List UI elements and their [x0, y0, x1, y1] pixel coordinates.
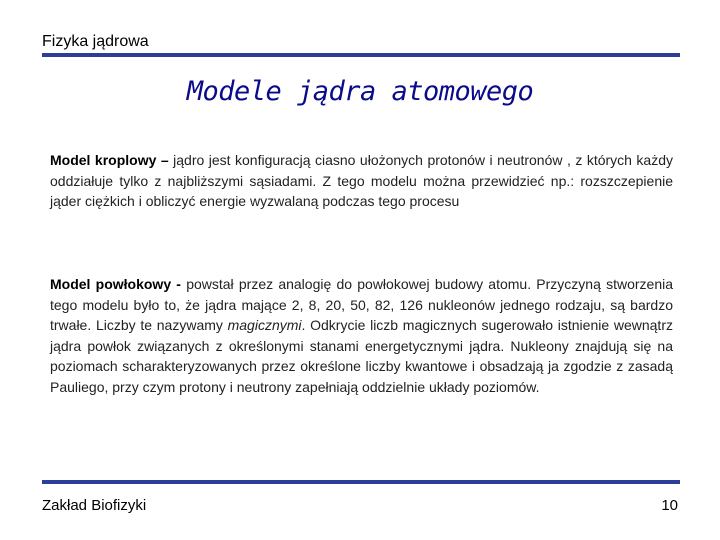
paragraph-lead: Model powłokowy - [50, 276, 181, 292]
header-title: Fizyka jądrowa [42, 33, 149, 50]
slide-title: Modele jądra atomowego [186, 76, 534, 107]
paragraph-text: powstał przez analogię do powłokowej budowy atomu. Przyczyną stworzenia tego modelu było to, że jądra mające 2, 8, 20, 50, 82, 126 nukleonów jednego rodzaju, są bardzo trwałe. Liczby te nazywamy [50, 276, 673, 333]
paragraph-text-continued: . Odkrycie liczb magicznych sugerowało istnienie wewnątrz jądra powłok związanych z określonymi stanami energetycznymi jądra. Nukleony znajdują się na poziomach scharakteryzowanych przez określone liczby kwantowe i obsadzają ja zgodzie z zasadą Pauliego, przy czym protony i neutrony zapełniają oddzielnie układy poziomów. [50, 317, 673, 395]
paragraph-drop-model [50, 150, 673, 212]
page-number: 10 [661, 497, 678, 514]
footer-department: Zakład Biofizyki [42, 497, 147, 514]
paragraph-lead: Model kroplowy – [50, 152, 169, 168]
paragraph-text: jądro jest konfiguracją ciasno ułożonych protonów i neutronów , z których każdy oddziałuje tylko z najbliższymi sąsiadami. Z tego modelu można przewidzieć np.: rozszczepienie jąder ciężkich i obliczyć energie wyzwalaną podczas tego procesu [50, 152, 674, 209]
paragraph-shell-model [50, 274, 673, 397]
header-divider [42, 53, 680, 57]
paragraph-emphasis: magicznymi [227, 317, 302, 333]
footer-divider [42, 480, 680, 484]
